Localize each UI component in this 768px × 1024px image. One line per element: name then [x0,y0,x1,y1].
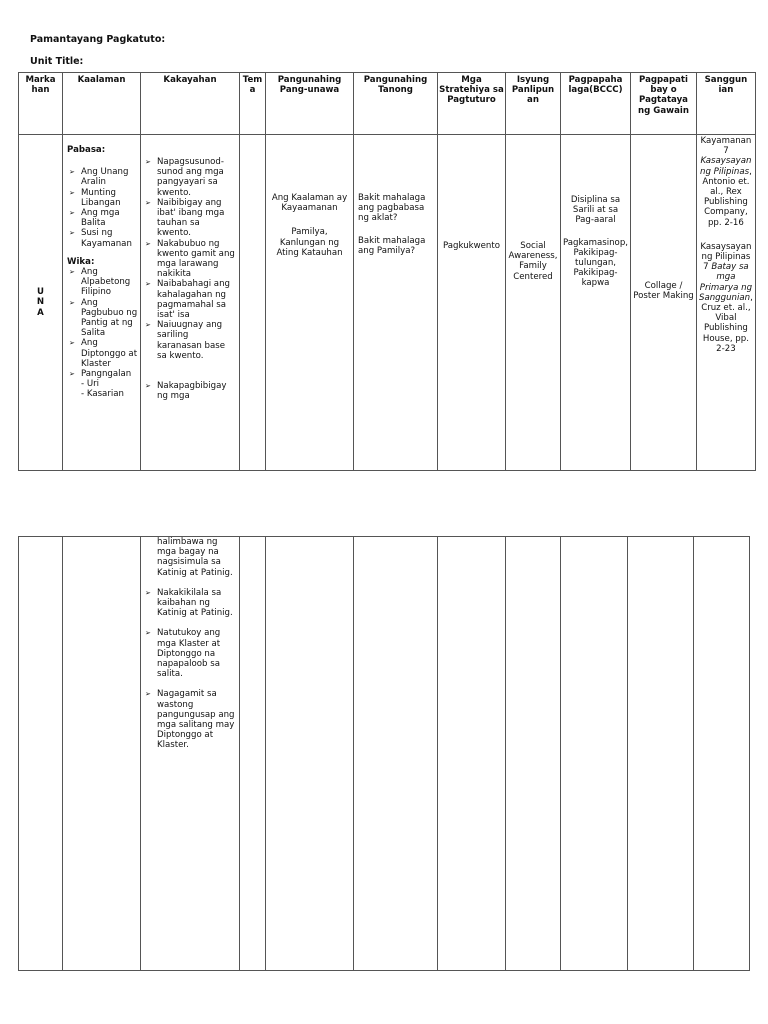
markahan-cell [19,135,63,471]
tema-cell [240,135,266,471]
col-header: Pagpapaha laga(BCCC) [561,73,631,135]
list-item-continued: halimbawa ng mga bagay na nagsisimula sa Katinig at Patinig. [157,537,233,578]
list-item: ➢ Pangngalan [67,369,138,379]
list-item: ➢ Ang Pagbubuo ng Pantig at ng Salita [67,298,138,339]
empty-cell [506,537,561,971]
empty-cell [354,537,438,971]
list-item: ➢ Ang Alpabetong Filipino [67,267,138,298]
table-header-row [19,73,756,135]
sanggunian-entry [699,136,753,228]
reference-title: Batay sa mga Primarya ng Sanggunian [699,262,753,303]
list-item: ➢ Nagagamit sa wastong pangungusap ang mga salitang may Diptonggo at Klaster. [143,689,235,750]
wika-label: Wika: [67,256,95,267]
header-standard: Pamantayang Pagkatuto: [30,34,166,45]
list-subitem: - Kasarian [81,389,124,400]
list-item: ➢ Munting Libangan [67,188,138,208]
kakayahan-cell [141,135,240,471]
reference-text: , Antonio et. al., Rex Publishing Company, pp. 2-16 [702,166,752,228]
sanggunian-cell [697,135,756,471]
col-header: Pagpapati bay o Pagtataya ng Gawain [631,73,697,135]
tanong-cell [354,135,438,471]
col-header: Marka han [19,73,63,135]
bccc-text: Pagkamasinop, Pakikipag-tulungan, Pakikipag-kapwa [563,237,629,289]
list-item: ➢ Nakapagbibigay ng mga [143,381,235,401]
curriculum-table-continued [18,536,750,971]
col-header: Mga Stratehiya sa Pagtuturo [438,73,506,135]
list-item: ➢ Naibibigay ang ibat' ibang mga tauhan sa kwento. [143,198,235,239]
list-item: ➢ Ang Unang Aralin [67,167,138,187]
empty-cell [561,537,628,971]
list-item: ➢ Susi ng Kayamanan [67,228,138,248]
list-item: ➢ Nakabubuo ng kwento gamit ang mga larawang nakikita [143,239,235,280]
empty-cell [694,537,750,971]
isyu-text: Social Awareness, Family Centered [508,241,558,282]
list-item: ➢ Naibabahagi ang kahalagahan ng pagmamahal sa isat' isa [143,279,235,320]
col-header: Tem a [240,73,266,135]
stratehiya-text: Pagkukwento [442,241,501,251]
col-header: Pangunahing Pang-unawa [266,73,354,135]
isyu-cell [506,135,561,471]
list-item: ➢ Naiuugnay ang sariling karanasan base sa kwento. [143,320,235,361]
empty-cell [240,537,266,971]
reference-text: , Cruz et. al., Vibal Publishing House, pp. 2-23 [701,292,753,354]
list-item: ➢ Napagsusunod-sunod ang mga pangyayari sa kwento. [143,157,235,198]
bccc-text: Disiplina sa Sarili at sa Pag-aaral [570,195,621,226]
reference-text: Kasaysayan ng Pilipinas 7 [700,241,752,273]
curriculum-table [18,72,756,471]
markahan-letter: N [36,297,45,308]
pang-unawa-text: Ang Kaalaman ay Kayaamanan [271,193,348,214]
col-header: Isyung Panlipun an [506,73,561,135]
pang-unawa-cell [266,135,354,471]
empty-cell [438,537,506,971]
header-unit-title: Unit Title: [30,56,84,67]
pagtataya-cell [631,135,697,471]
empty-cell [266,537,354,971]
col-header: Sanggun ian [697,73,756,135]
pang-unawa-text: Pamilya, Kanlungan ng Ating Katauhan [276,227,343,258]
tanong-text: Bakit mahalaga ang pagbabasa ng aklat? [358,193,426,224]
col-header: Pangunahing Tanong [354,73,438,135]
list-item: ➢ Nakakikilala sa kaibahan ng Katinig at Patinig. [143,588,235,619]
list-item: ➢ Natutukoy ang mga Klaster at Diptonggo na napapaloob sa salita. [143,628,235,679]
col-header: Kakayahan [141,73,240,135]
pagtataya-text: Collage / Poster Making [633,281,694,302]
table-row [19,537,750,971]
kaalaman-cell [63,135,141,471]
reference-text: Kayamanan 7 [700,136,752,157]
list-item: ➢ Ang Diptonggo at Klaster [67,338,138,369]
kakayahan-cell [141,537,240,971]
col-header: Kaalaman [63,73,141,135]
tanong-text: Bakit mahalaga ang Pamilya? [358,235,426,256]
markahan-letter: U [37,287,44,298]
list-item: ➢ Ang mga Balita [67,208,138,228]
bccc-cell [561,135,631,471]
stratehiya-cell [438,135,506,471]
sanggunian-entry [699,242,753,354]
reference-title: Kasaysayan ng Pilipinas [700,156,752,177]
empty-cell [19,537,63,971]
markahan-letter: A [37,307,44,318]
list-subitem: - Uri [81,379,100,390]
empty-cell [63,537,141,971]
pabasa-label: Pabasa: [67,145,106,155]
empty-cell [628,537,694,971]
table-row [19,135,756,471]
